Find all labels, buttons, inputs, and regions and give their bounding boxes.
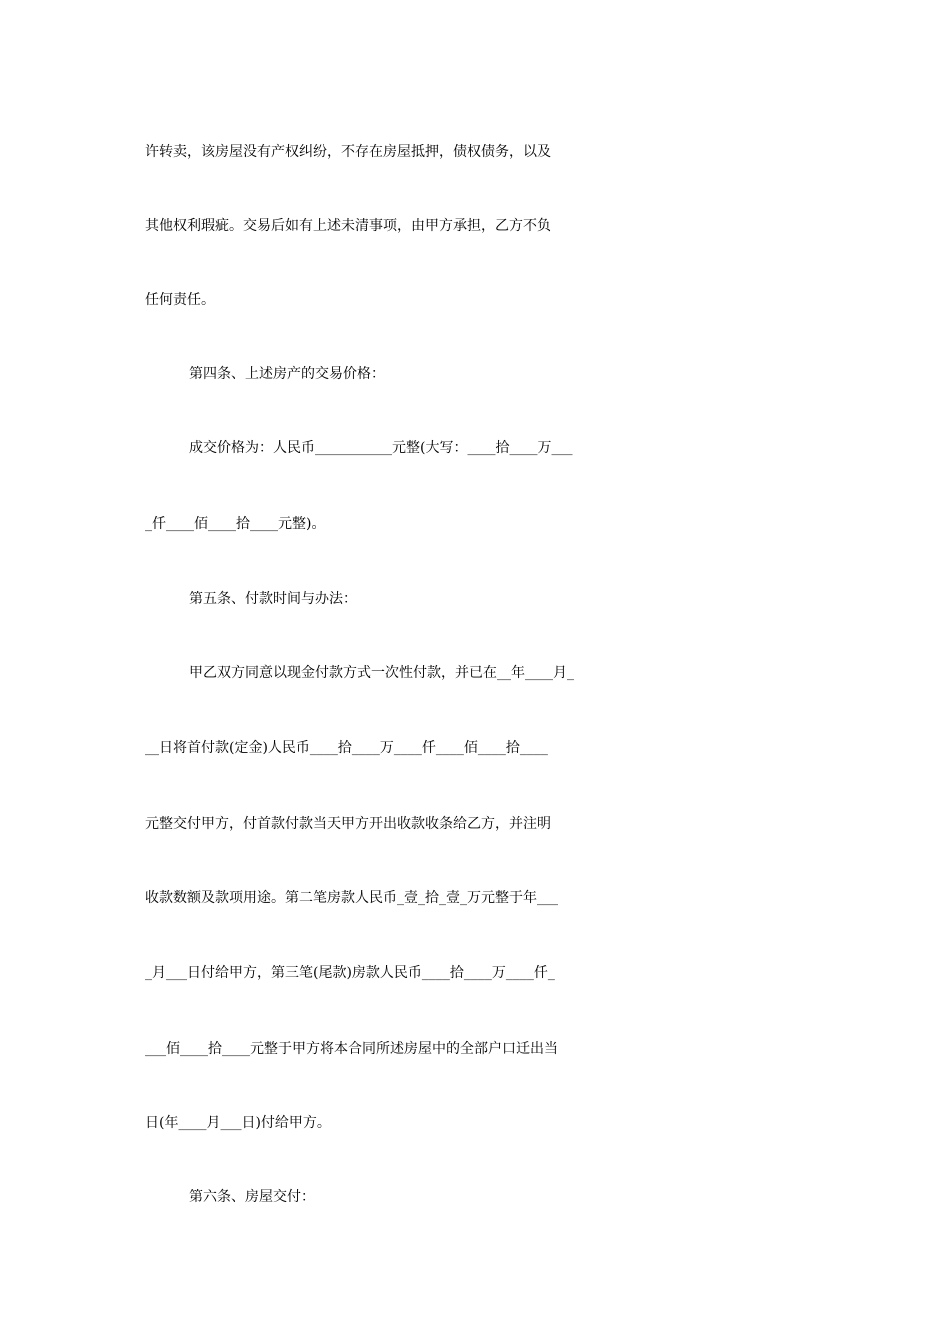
- paragraph-line: ___佰____拾____元整于甲方将本合同所述房屋中的全部户口迁出当: [145, 1041, 558, 1057]
- paragraph-line: 成交价格为：人民币___________元整(大写：____拾____万___: [189, 440, 573, 456]
- paragraph-line: 收款数额及款项用途。第二笔房款人民币_壹_拾_壹_万元整于年___: [145, 890, 558, 906]
- paragraph-line: _仟____佰____拾____元整)。: [145, 516, 326, 532]
- paragraph-line: 日(年____月___日)付给甲方。: [145, 1115, 331, 1131]
- paragraph-line: 其他权利瑕疵。交易后如有上述未清事项，由甲方承担，乙方不负: [145, 218, 551, 234]
- paragraph-line: __日将首付款(定金)人民币____拾____万____仟____佰____拾____: [145, 740, 548, 756]
- paragraph-line: 甲乙双方同意以现金付款方式一次性付款，并已在__年____月_: [189, 665, 574, 681]
- paragraph-line: 元整交付甲方，付首款付款当天甲方开出收款收条给乙方，并注明: [145, 816, 551, 832]
- paragraph-line: _月___日付给甲方，第三笔(尾款)房款人民币____拾____万____仟_: [145, 965, 555, 981]
- article-heading: 第四条、上述房产的交易价格：: [189, 366, 385, 382]
- paragraph-line: 任何责任。: [145, 292, 215, 308]
- paragraph-line: 许转卖，该房屋没有产权纠纷，不存在房屋抵押，债权债务，以及: [145, 144, 551, 160]
- article-heading: 第六条、房屋交付：: [189, 1189, 315, 1205]
- article-heading: 第五条、付款时间与办法：: [189, 591, 357, 607]
